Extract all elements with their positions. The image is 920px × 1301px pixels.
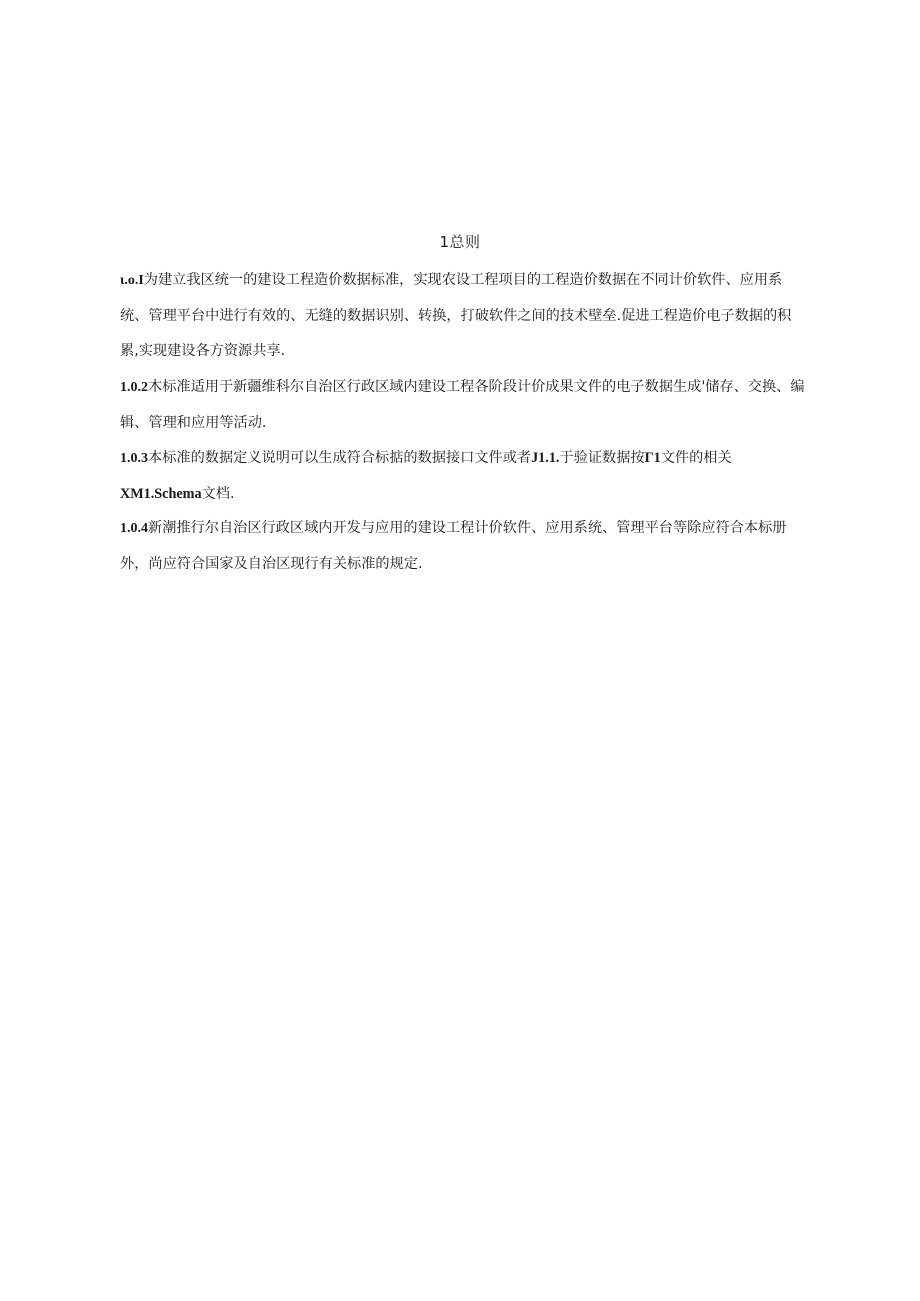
clause-number: 1.0.4 — [120, 521, 148, 536]
clause-text-part: 文件的相关 — [660, 450, 732, 466]
clause-text-part: 文档. — [201, 485, 235, 502]
clause-latin-token: XM1.Schema — [120, 485, 202, 502]
clause-latin-token: Γ1 — [644, 450, 661, 466]
clause-number: 1.0.2 — [120, 380, 148, 395]
clause-text: 为建立我区统一的建设工程造价数据标准，实现农设工程项目的工程造价数据在不同计价软件、应用系统、管理平台中进行有效的、无缝的数据识别、转换，打破软件之间的技术壁垒.促进工程造价电子数据的积累,实现建设各方资源共享. — [120, 272, 792, 359]
clause-1-0-2 — [120, 370, 810, 441]
clause-text: 新潮推行尔自治区行政区域内开发与应用的建设工程计价软件、应用系统、管理平台等除应符合本标册外，尚应符合国家及自治区现行有关标准的规定. — [120, 520, 787, 572]
clause-number: 1.0.3 — [120, 451, 148, 466]
clause-1-0-1 — [120, 263, 810, 370]
clause-latin-token: J1.1. — [531, 450, 560, 466]
clause-text-part: 本标准的数据定义说明可以生成符合标掂的数据接口文件或者 — [148, 450, 532, 466]
clause-number: ι.o.I — [120, 273, 144, 288]
clause-1-0-3 — [120, 441, 810, 512]
chapter-title: 1总则 — [439, 233, 481, 251]
clause-text-part: 于验证数据按 — [559, 450, 645, 466]
clause-1-0-4 — [120, 511, 810, 582]
clause-text: 木标准适用于新疆维科尔自治区行政区域内建设工程各阶段计价成果文件的电子数据生成'储存、交换、编辑、管理和应用等活动. — [120, 379, 805, 431]
